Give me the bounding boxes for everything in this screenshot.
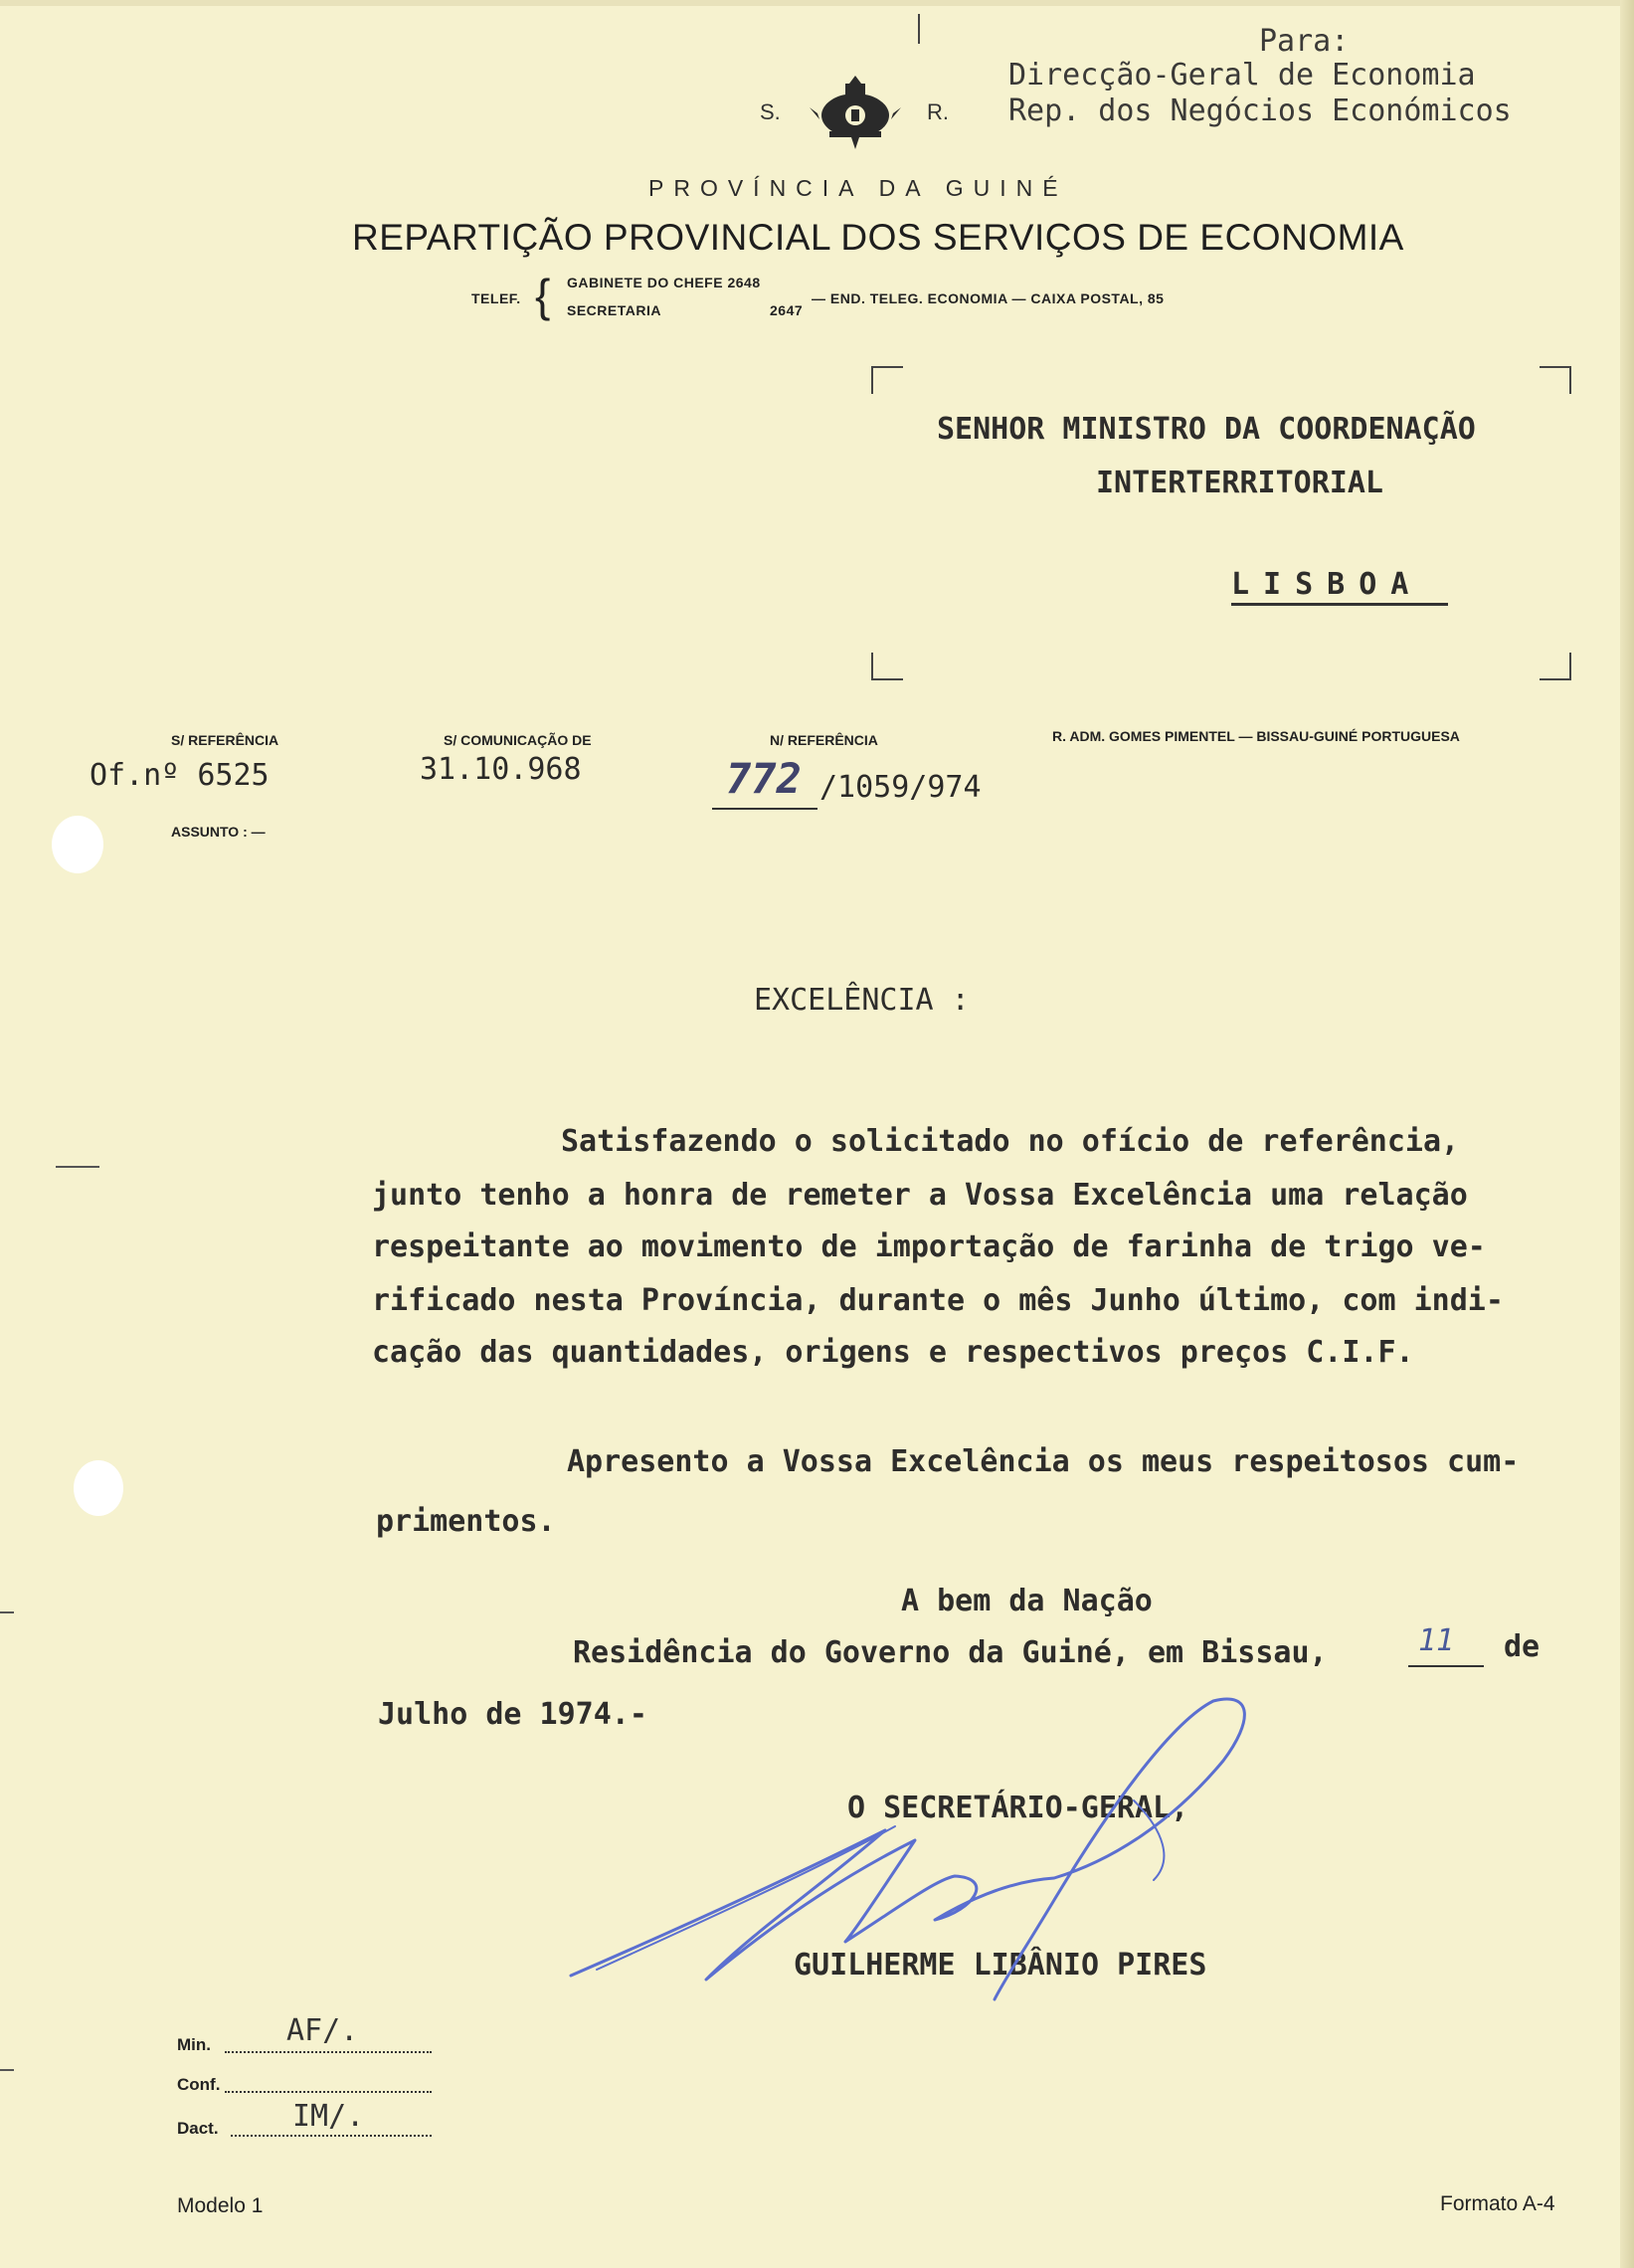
form-conf-dotted-line (225, 2091, 432, 2093)
margin-fold-mark (56, 1166, 99, 1168)
date-de: de (1504, 1629, 1541, 1664)
form-dact-value: IM/. (292, 2099, 365, 2134)
letterhead-brace: { (535, 270, 551, 321)
margin-tick (0, 2069, 14, 2071)
window-corner-top-left (871, 366, 903, 394)
your-communication-label: S/ COMUNICAÇÃO DE (444, 732, 592, 748)
letterhead-telef-label: TELEF. (471, 290, 521, 306)
sender-address: R. ADM. GOMES PIMENTEL — BISSAU-GUINÉ PORTUGUESA (1052, 728, 1460, 744)
closing-line-2: primentos. (376, 1504, 556, 1539)
form-conf-label: Conf. (177, 2075, 221, 2094)
punch-hole-bottom (74, 1460, 123, 1516)
addressee-city: LISBOA (1231, 567, 1423, 602)
letterhead-telegraph-postal: — END. TELEG. ECONOMIA — CAIXA POSTAL, 85 (812, 290, 1165, 306)
your-communication-value: 31.10.968 (420, 752, 582, 787)
body-line: Satisfazendo o solicitado no ofício de referência, (561, 1124, 1460, 1159)
body-line: respeitante ao movimento de importação de farinha de trigo ve- (372, 1229, 1486, 1264)
letterhead-s-mark: S. (760, 99, 781, 124)
window-corner-bottom-left (871, 653, 903, 680)
recipient-note-line-1: Direcção-Geral de Economia (1008, 58, 1476, 93)
body-line: cação das quantidades, origens e respectivos preços C.I.F. (372, 1335, 1414, 1370)
our-reference-label: N/ REFERÊNCIA (770, 732, 878, 748)
letterhead-gabinete: GABINETE DO CHEFE 2648 (567, 275, 761, 290)
punch-hole-top (52, 816, 103, 873)
your-reference-label: S/ REFERÊNCIA (171, 732, 279, 748)
motto: A bem da Nação (901, 1584, 1153, 1618)
form-dact-label: Dact. (177, 2119, 219, 2138)
letterhead-department: REPARTIÇÃO PROVINCIAL DOS SERVIÇOS DE ECONOMIA (352, 217, 1404, 258)
window-corner-bottom-right (1540, 653, 1571, 680)
letterhead-secretaria: SECRETARIA (567, 302, 661, 318)
salutation: EXCELÊNCIA : (754, 983, 970, 1018)
paper-top-edge (0, 0, 1634, 6)
handwritten-day: 11 (1418, 1623, 1455, 1658)
paper-right-edge (1620, 0, 1634, 2268)
body-line: rificado nesta Província, durante o mês Junho último, com indi- (372, 1283, 1504, 1318)
closing-line-1: Apresento a Vossa Excelência os meus respeitosos cum- (567, 1444, 1520, 1479)
our-reference-stamp-number: 772 (726, 754, 802, 803)
top-tick-mark (918, 14, 920, 44)
your-reference-value: Of.nº 6525 (90, 758, 270, 793)
our-reference-underline (712, 808, 817, 810)
form-min-dotted-line (225, 2051, 432, 2053)
place-line: Residência do Governo da Guiné, em Bissau, (573, 1635, 1328, 1670)
margin-tick (0, 1611, 14, 1613)
addressee-line-2: INTERTERRITORIAL (1096, 466, 1383, 500)
our-reference-value: /1059/974 (819, 770, 982, 805)
window-corner-top-right (1540, 366, 1571, 394)
addressee-city-underline (1231, 603, 1448, 606)
recipient-note-label: Para: (1259, 24, 1350, 59)
handwritten-signature (557, 1681, 1372, 2009)
signatory-title: O SECRETÁRIO-GERAL, (847, 1791, 1189, 1825)
form-model-number: Modelo 1 (177, 2194, 264, 2217)
addressee-line-1: SENHOR MINISTRO DA COORDENAÇÃO (937, 412, 1476, 447)
body-line: junto tenho a honra de remeter a Vossa Excelência uma relação (372, 1178, 1468, 1213)
date-line: Julho de 1974.- (378, 1697, 647, 1732)
letterhead-province: PROVÍNCIA DA GUINÉ (648, 175, 1068, 201)
form-min-value: AF/. (286, 2013, 359, 2048)
subject-label: ASSUNTO : — (171, 824, 266, 840)
coat-of-arms-emblem (808, 74, 903, 151)
form-min-label: Min. (177, 2035, 211, 2054)
letterhead-r-mark: R. (927, 99, 949, 124)
form-paper-format: Formato A-4 (1440, 2192, 1555, 2215)
form-dact-dotted-line (231, 2135, 432, 2137)
recipient-note-line-2: Rep. dos Negócios Económicos (1008, 94, 1512, 128)
letterhead-secretaria-number: 2647 (770, 302, 804, 318)
signatory-name: GUILHERME LIBÂNIO PIRES (794, 1948, 1207, 1983)
day-underline (1408, 1665, 1484, 1667)
